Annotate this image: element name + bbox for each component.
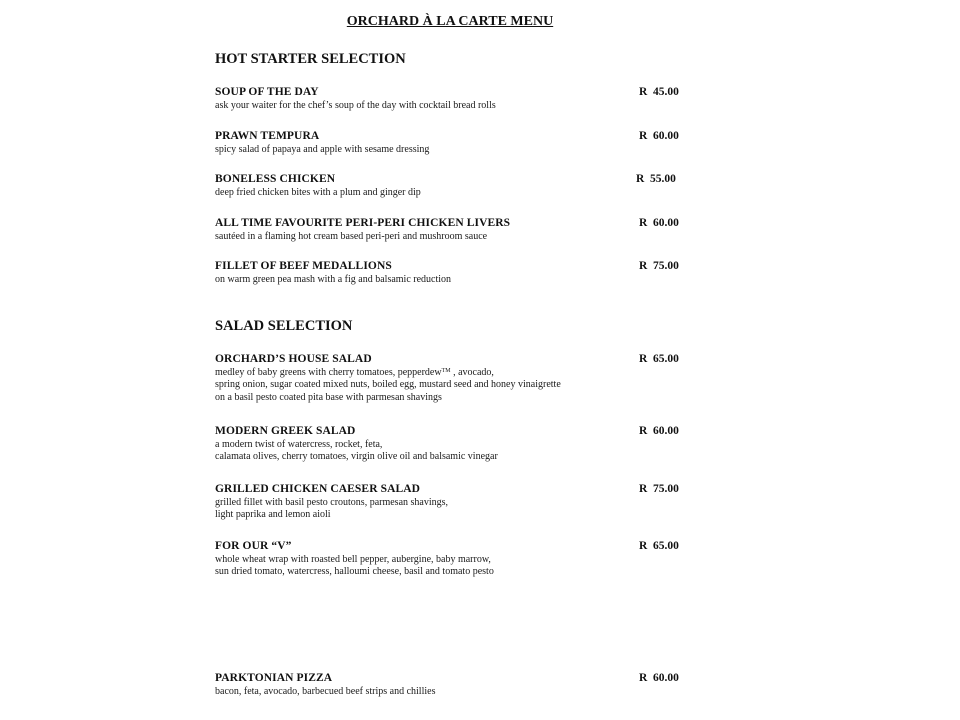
item-name: SOUP OF THE DAY	[215, 86, 319, 98]
section-title-salads: SALAD SELECTION	[215, 318, 353, 334]
item-description: deep fried chicken bites with a plum and ginger dip	[215, 187, 421, 198]
item-name: PRAWN TEMPURA	[215, 130, 320, 142]
menu-item-soup-of-the-day	[215, 86, 685, 112]
item-description-line: whole wheat wrap with roasted bell pepper, aubergine, baby marrow,	[215, 554, 491, 565]
item-name: FOR OUR “V”	[215, 540, 292, 552]
item-price: R 60.00	[639, 672, 679, 684]
menu-item-parktonian-pizza	[215, 672, 685, 698]
item-description-line: spring onion, sugar coated mixed nuts, boiled egg, mustard seed and honey vinaigrette	[215, 379, 561, 391]
item-name: BONELESS CHICKEN	[215, 173, 336, 185]
item-description-line: on a basil pesto coated pita base with parmesan shavings	[215, 391, 442, 403]
item-name: ALL TIME FAVOURITE PERI-PERI CHICKEN LIVERS	[215, 217, 511, 229]
item-description-text: medley of baby greens with cherry tomatoes, pepperdew	[215, 367, 442, 378]
item-description-line: grilled fillet with basil pesto croutons, parmesan shavings,	[215, 497, 449, 508]
item-price: R 60.00	[639, 130, 679, 142]
item-price: R 75.00	[639, 483, 679, 495]
item-price: R 55.00	[636, 173, 676, 185]
menu-item-fillet-of-beef-medallions	[215, 260, 685, 286]
menu-item-peri-peri-chicken-livers	[215, 217, 685, 243]
section-title-hot-starters: HOT STARTER SELECTION	[215, 51, 406, 67]
item-description: bacon, feta, avocado, barbecued beef strips and chillies	[215, 686, 436, 697]
item-price: R 60.00	[639, 425, 679, 437]
menu-item-grilled-chicken-caeser-salad	[215, 483, 685, 522]
item-description: ask your waiter for the chef’s soup of the day with cocktail bread rolls	[215, 100, 496, 111]
menu-item-orchards-house-salad	[215, 353, 685, 404]
item-price: R 60.00	[639, 217, 679, 229]
item-description-line	[215, 367, 685, 379]
item-price: R 45.00	[639, 86, 679, 98]
item-description: spicy salad of papaya and apple with sesame dressing	[215, 144, 430, 155]
item-price: R 65.00	[639, 353, 679, 365]
trademark-symbol: TM	[441, 368, 451, 374]
item-name: ORCHARD’S HOUSE SALAD	[215, 353, 372, 365]
menu-item-for-our-v	[215, 540, 685, 579]
item-name: PARKTONIAN PIZZA	[215, 672, 333, 684]
item-price: R 75.00	[639, 260, 679, 272]
item-name: FILLET OF BEEF MEDALLIONS	[215, 260, 392, 272]
item-price: R 65.00	[639, 540, 679, 552]
page-title: ORCHARD À LA CARTE MENU	[346, 14, 554, 29]
item-name: GRILLED CHICKEN CAESER SALAD	[215, 483, 421, 495]
item-description-line: sun dried tomato, watercress, halloumi cheese, basil and tomato pesto	[215, 566, 494, 578]
menu-item-boneless-chicken	[215, 173, 685, 199]
item-description: on warm green pea mash with a fig and balsamic reduction	[215, 274, 452, 285]
menu-item-modern-greek-salad	[215, 425, 685, 464]
menu-item-prawn-tempura	[215, 130, 685, 156]
item-description-line: a modern twist of watercress, rocket, feta,	[215, 439, 383, 450]
item-description-line: light paprika and lemon aioli	[215, 509, 331, 521]
item-description-text: , avocado,	[450, 367, 494, 378]
item-description: sautéed in a flaming hot cream based peri-peri and mushroom sauce	[215, 231, 488, 242]
item-name: MODERN GREEK SALAD	[215, 425, 356, 437]
item-description-line: calamata olives, cherry tomatoes, virgin olive oil and balsamic vinegar	[215, 451, 498, 463]
